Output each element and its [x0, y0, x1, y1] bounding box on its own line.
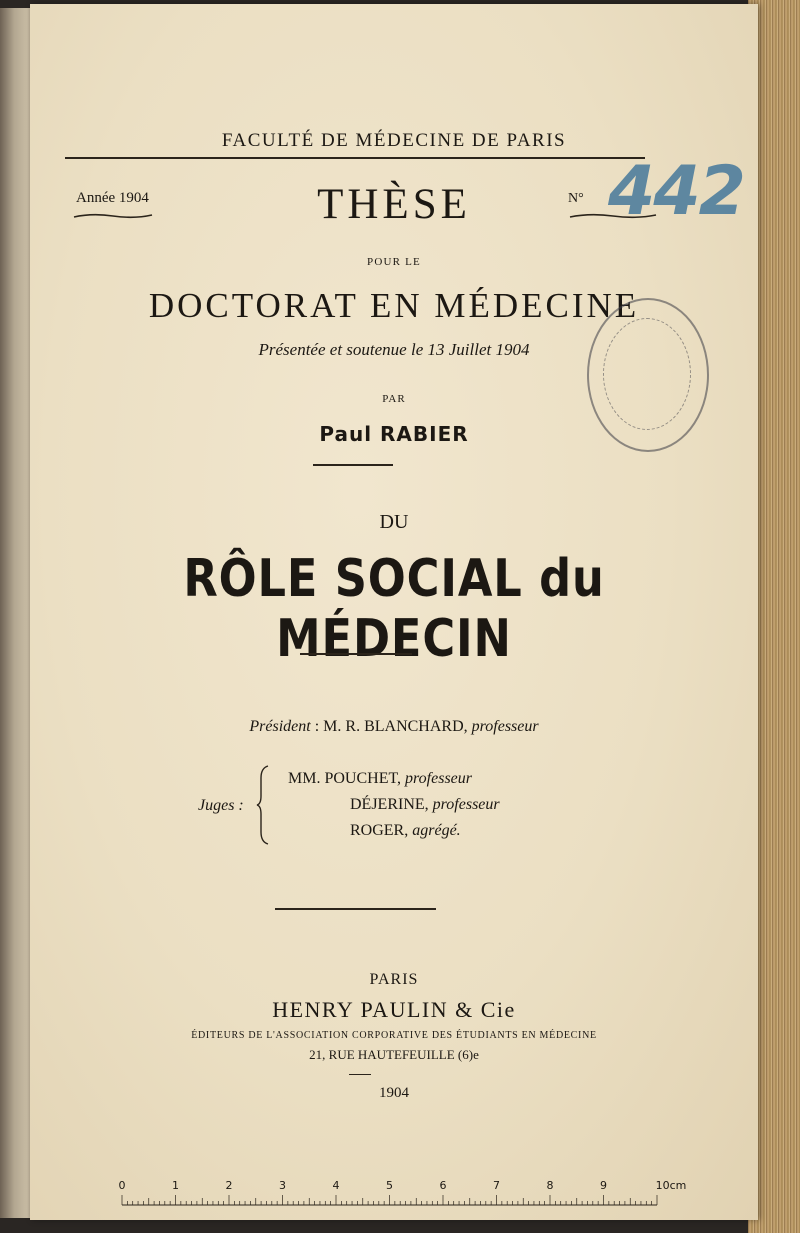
judge-name: ROGER, [350, 822, 413, 839]
handwritten-number: 442 [608, 152, 744, 231]
ruler-label: 5 [386, 1179, 393, 1192]
judge-title: professeur [405, 770, 473, 787]
ruler-label: 2 [225, 1179, 233, 1192]
small-divider [349, 1074, 371, 1075]
publisher-description: ÉDITEURS DE L'ASSOCIATION CORPORATIVE DES ÉTUDIANTS EN MÉDECINE [191, 1030, 597, 1041]
judge-title: agrégé. [412, 822, 461, 839]
ruler-label: 7 [493, 1179, 500, 1192]
judges-label: Juges : [198, 797, 244, 814]
scale-ruler [118, 1179, 687, 1213]
degree-heading: DOCTORAT EN MÉDECINE [148, 286, 640, 325]
stamp-inner-ring [603, 318, 691, 430]
publisher-city: PARIS [369, 971, 419, 988]
president-title: professeur [471, 718, 539, 735]
ruler-label: 4 [332, 1179, 340, 1192]
judge-title: professeur [432, 796, 500, 813]
ruler-label: 10cm [655, 1179, 687, 1192]
judge-item [288, 792, 500, 818]
judge-name: DÉJERINE, [350, 796, 433, 813]
divider-rule [300, 653, 412, 655]
curly-brace-icon [256, 764, 272, 846]
number-label: N° [568, 191, 584, 206]
divider-rule [275, 908, 436, 910]
judge-item [288, 818, 500, 844]
title-page [30, 4, 758, 1220]
divider-rule [313, 464, 393, 466]
ruler-label: 6 [439, 1179, 447, 1192]
ruler-label: 9 [600, 1179, 607, 1192]
faculty-heading: FACULTÉ DE MÉDECINE DE PARIS [221, 130, 567, 151]
ruler-label: 3 [279, 1179, 286, 1192]
president-label: Président [249, 718, 311, 735]
judges-list [288, 766, 500, 844]
year-label: Année 1904 [76, 190, 149, 206]
par-label: PAR [382, 393, 406, 405]
president-name: M. R. BLANCHARD, [323, 718, 472, 735]
presentation-date: Présentée et soutenue le 13 Juillet 1904 [258, 340, 530, 359]
du-label: DU [379, 511, 409, 533]
judge-name: MM. POUCHET, [288, 770, 406, 787]
header-rule [65, 157, 645, 159]
these-title: THÈSE [317, 181, 471, 228]
pour-le: POUR LE [367, 256, 421, 268]
president-separator: : [310, 718, 324, 735]
thesis-title: RÔLE SOCIAL du MÉDECIN [183, 549, 605, 669]
ruler-label: 8 [546, 1179, 554, 1192]
publication-year: 1904 [379, 1085, 409, 1101]
judge-item [288, 766, 500, 792]
ruler-label: 0 [118, 1179, 126, 1192]
publisher-address: 21, RUE HAUTEFEUILLE (6)e [309, 1047, 479, 1062]
president-line [30, 718, 758, 736]
library-stamp-icon [587, 298, 709, 452]
publisher-name: HENRY PAULIN & Cie [272, 997, 516, 1022]
ruler-label: 1 [172, 1179, 179, 1192]
author-name: Paul RABIER [319, 422, 469, 446]
